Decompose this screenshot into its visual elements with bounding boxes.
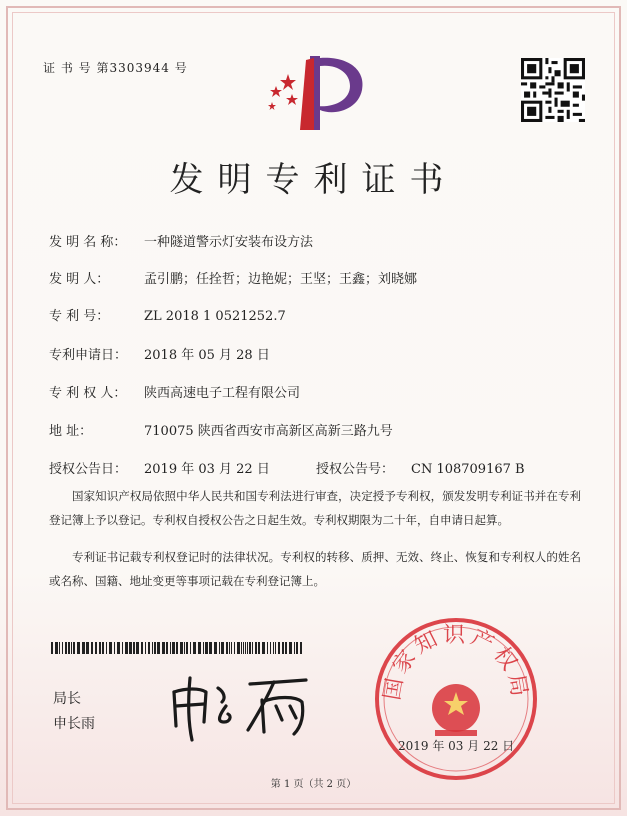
grant-date-label: 授权公告日：	[49, 462, 128, 477]
seal-date: 2019 年 03 月 22 日	[398, 739, 515, 753]
patent-number-label: 专 利 号：	[49, 309, 110, 324]
filing-date-label: 专利申请日：	[49, 348, 128, 363]
qr-code	[521, 58, 585, 122]
barcode	[51, 642, 306, 654]
filing-date-value: 2018 年 05 月 28 日	[144, 348, 270, 363]
address-value: 710075 陕西省西安市高新区高新三路九号	[144, 424, 393, 439]
invention-name-row	[49, 231, 313, 250]
grant-number-label: 授权公告号：	[316, 462, 395, 477]
director-title: 局长	[53, 691, 81, 707]
inventor-value: 孟引鹏；任拴哲；边艳妮；王坚；王鑫；刘晓娜	[144, 272, 418, 287]
seal-text: 国家知识产权局	[379, 622, 533, 703]
invention-name-label: 发 明 名 称：	[49, 235, 127, 250]
filing-date-row	[49, 344, 270, 363]
grant-date-row	[49, 458, 270, 477]
director-name: 申长雨	[53, 716, 95, 732]
patent-number-row	[49, 305, 286, 324]
certificate-paragraph-1: 国家知识产权局依照中华人民共和国专利法进行审查，决定授予专利权，颁发发明专利证书并在专利登记簿上予以登记。专利权自授权公告之日起生效。专利权期限为二十年，自申请日起算。	[49, 489, 581, 527]
certificate-title: 发明专利证书	[169, 162, 458, 199]
inventor-row	[49, 268, 417, 287]
official-seal	[373, 616, 539, 782]
certificate-number: 证 书 号 第3303944 号	[43, 61, 188, 75]
grant-date-value: 2019 年 03 月 22 日	[144, 462, 270, 477]
patent-number-value: ZL 2018 1 0521252.7	[144, 309, 286, 324]
director-signature	[166, 670, 316, 742]
patentee-row	[49, 382, 300, 401]
page-footer: 第 1 页（共 2 页）	[270, 779, 357, 790]
address-label: 地 址：	[49, 424, 93, 439]
inventor-label: 发 明 人：	[49, 272, 110, 287]
address-row	[49, 420, 393, 439]
cnipa-logo	[262, 52, 370, 134]
patentee-label: 专 利 权 人：	[49, 386, 127, 401]
certificate-paragraph-2: 专利证书记载专利权登记时的法律状况。专利权的转移、质押、无效、终止、恢复和专利权人的姓名或名称、国籍、地址变更等事项记载在专利登记簿上。	[49, 550, 581, 588]
grant-number-value: CN 108709167 B	[411, 462, 525, 477]
grant-number-row	[316, 458, 525, 477]
patentee-value: 陕西高速电子工程有限公司	[144, 386, 301, 401]
invention-name-value: 一种隧道警示灯安装布设方法	[144, 235, 314, 250]
